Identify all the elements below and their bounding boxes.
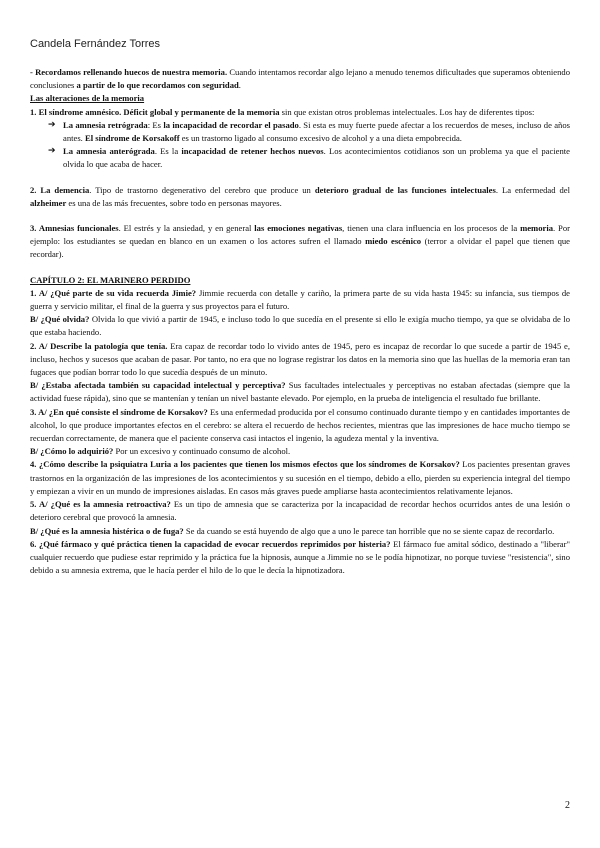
- section-title-alteraciones: Las alteraciones de la memoria: [30, 93, 145, 104]
- answer: Era capaz de recordar todo lo vivido antes de 1945, pero es incapaz de recordar lo que sucede a partir de 1945 e, incluso, hechos y sucesos que acaban de pasar. Por tanto, no era que no lograse registrar los datos en la memoria sino que las huellas de la memoria eran tan fugaces que podían borrar todo lo que sucedía después de un minuto.: [30, 340, 570, 378]
- answer: Por un excesivo y continuado consumo de alcohol.: [113, 446, 291, 457]
- bullet-1-bold-2: la incapacidad de recordar el pasado: [163, 119, 299, 130]
- qa-paragraph: [30, 406, 570, 446]
- qa-paragraph: [30, 379, 570, 405]
- item-2-bold-1: La demencia: [40, 184, 90, 195]
- list-item-retrograda: [48, 119, 570, 145]
- question: 3. A/ ¿En qué consiste el síndrome de Korsakov?: [30, 406, 208, 417]
- arrow-right-icon: ➔: [48, 119, 56, 130]
- item-3-bold-1: Amnesias funcionales: [38, 223, 119, 234]
- bullet-2-bold-2: incapacidad de retener hechos nuevos: [181, 146, 324, 157]
- item-3-bold-2: las emociones negativas: [254, 223, 343, 234]
- author-header: Candela Fernández Torres: [30, 38, 161, 50]
- bullet-2-text-2: . Los acontecimientos cotidianos son un problema ya que el paciente olvida lo que acaba de hacer.: [63, 146, 570, 170]
- question: B/ ¿Estaba afectada también su capacidad intelectual y perceptiva?: [30, 380, 286, 391]
- chapter-title: CAPÍTULO 2: EL MARINERO PERDIDO: [30, 274, 191, 285]
- answer: Olvida lo que vivió a partir de 1945, e incluso todo lo que sucedía en el presente si ello le exigía mucho tiempo, ya que se olvidaba de lo que estaba haciendo.: [30, 314, 570, 338]
- item-1-paragraph: [30, 106, 570, 119]
- item-3-bold-4: miedo escénico: [365, 236, 422, 247]
- item-2-text-1: . Tipo de trastorno degenerativo del cerebro que produce un: [89, 184, 315, 195]
- item-3-text-3: . Por ejemplo: los estudiantes se quedan en blanco en un examen o los actores sufren el llamado: [30, 223, 570, 247]
- answer: Los pacientes presentan graves trastornos en la organización de las impresiones de los acontecimientos y su sucesión en el tiempo, debido a ello, pierden su experiencia integral del tiempo y empiezan a vivir en un mundo de impresiones aisladas. En casos más graves puede ampliarse hasta acontecimientos relativamente lejanos.: [30, 459, 570, 496]
- question: 4. ¿Cómo describe la psiquiatra Luria a los pacientes que tienen los mismos efectos que los síndromes de Korsakov?: [30, 459, 460, 470]
- item-2-number: 2.: [30, 184, 41, 195]
- question: 1. A/ ¿Qué parte de su vida recuerda Jimie?: [30, 287, 197, 298]
- item-2-paragraph: [30, 184, 570, 210]
- answer: Es una enfermedad producida por el consumo continuado durante tiempo y en cantidades importantes de alcohol, lo que produce importantes efectos en el cerebro: se altera el recuerdo de hechos recientes, mientras que las impresiones de hace mucho tiempo se recuerdan correctamente, de manera que el paciente conserva casi intactos el ingenio, la agudeza mental y la inventiva.: [30, 406, 570, 444]
- question: 6. ¿Qué fármaco y qué práctica tienen la capacidad de evocar recuerdos reprimidos por histeria?: [30, 538, 391, 549]
- item-3-number: 3.: [30, 223, 39, 234]
- qa-paragraph: [30, 498, 570, 524]
- item-1-number: 1.: [30, 106, 39, 117]
- answer: Jimmie recuerda con detalle y cariño, la primera parte de su vida hasta 1945: su infancia, sus tiempos de guerra y servicio militar, el final de la guerra y sus proyectos para el futuro.: [30, 287, 570, 312]
- item-2-bold-3: alzheimer: [30, 197, 67, 208]
- bullet-1-text-3: es un trastorno ligado al consumo excesivo de alcohol y a una dieta empobrecida.: [179, 133, 462, 144]
- item-2-bold-2: deterioro gradual de las funciones intelectuales: [314, 184, 496, 195]
- document-body: [30, 66, 570, 577]
- bullet-2-bold-1: La amnesia anterógrada: [63, 146, 155, 157]
- question: B/ ¿Cómo lo adquirió?: [30, 446, 114, 457]
- list-item-anterograda: [48, 145, 570, 171]
- qa-paragraph: [30, 538, 570, 578]
- item-3-text-2: , tienen una clara influencia en los procesos de la: [342, 223, 521, 234]
- item-3-paragraph: [30, 222, 570, 262]
- item-3-text-1: . El estrés y la ansiedad, y en general: [118, 223, 255, 234]
- intro-bold-1: a partir de lo que recordamos con seguridad: [76, 80, 239, 91]
- bullet-1-bold-3: El síndrome de Korsakoff: [84, 133, 180, 144]
- question: B/ ¿Qué olvida?: [30, 314, 90, 325]
- qa-paragraph: [30, 313, 570, 339]
- item-1-title: El síndrome amnésico. Déficit global y permanente de la memoria: [38, 106, 280, 117]
- answer: Es un tipo de amnesia que se caracteriza por la incapacidad de recordar hechos ocurridos antes de una lesión o deterioro cerebral que provocó la amnesia.: [30, 499, 571, 523]
- qa-paragraph: [30, 445, 570, 458]
- question: 2. A/ Describe la patología que tenía.: [30, 340, 168, 351]
- bullet-1-bold-1: La amnesia retrógrada: [63, 119, 148, 130]
- answer: Se da cuando se está huyendo de algo que a uno le parece tan horrible que no se siente capaz de recordarlo.: [183, 525, 555, 536]
- page-number: 2: [565, 800, 570, 811]
- qa-paragraph: [30, 340, 570, 380]
- intro-text-1: Cuando intentamos recordar algo lejano a menudo tenemos dificultades que superamos obteniendo conclusiones: [30, 67, 571, 91]
- intro-paragraph: [30, 66, 570, 92]
- intro-text-2: .: [238, 80, 241, 91]
- question: 5. A/ ¿Qué es la amnesia retroactiva?: [30, 499, 171, 510]
- bullet-1-text-1: : Es: [147, 119, 164, 130]
- arrow-right-icon: ➔: [48, 146, 56, 157]
- amnesia-type-list: [30, 119, 570, 172]
- qa-paragraph: [30, 525, 570, 538]
- answer: El fármaco fue amital sódico, destinado a "liberar" cualquier recuerdo que pudiese estar reprimido y la práctica fue la hipnosis, aunque a Jimmie no se le podía hipnotizar, no porque tuviese "resistencia", sino debido a su amnesia extrema, que le hacía perder el hilo de lo que le decía la hipnotizadora.: [30, 538, 570, 576]
- intro-lead: - Recordamos rellenando huecos de nuestra memoria.: [30, 67, 228, 77]
- qa-paragraph: [30, 458, 570, 498]
- item-1-text: sin que existan otros problemas intelectuales. Los hay de diferentes tipos:: [279, 106, 535, 117]
- item-3-bold-3: memoria: [520, 223, 554, 234]
- bullet-1-text-2: . Si esta es muy fuerte puede afectar a los recuerdos de meses, incluso de años antes.: [63, 119, 570, 144]
- item-2-text-2: . La enfermedad del: [495, 184, 571, 195]
- item-2-text-3: es una de las más frecuentes, sobre todo en personas mayores.: [66, 197, 282, 208]
- question: B/ ¿Qué es la amnesia histérica o de fuga?: [30, 525, 184, 536]
- bullet-2-text-1: . Es la: [154, 146, 182, 157]
- qa-paragraph: [30, 287, 570, 313]
- answer: Sus facultades intelectuales y perceptivas no estaban afectadas (siempre que la actividad fuese rápida), sino que se mantenían y tenían un nivel bastante elevado. Por ejemplo, en la prueba de inteligencia el resultado fue brillante.: [30, 380, 571, 404]
- item-3-text-4: (terror a olvidar el papel que tienen que recordar).: [30, 236, 570, 260]
